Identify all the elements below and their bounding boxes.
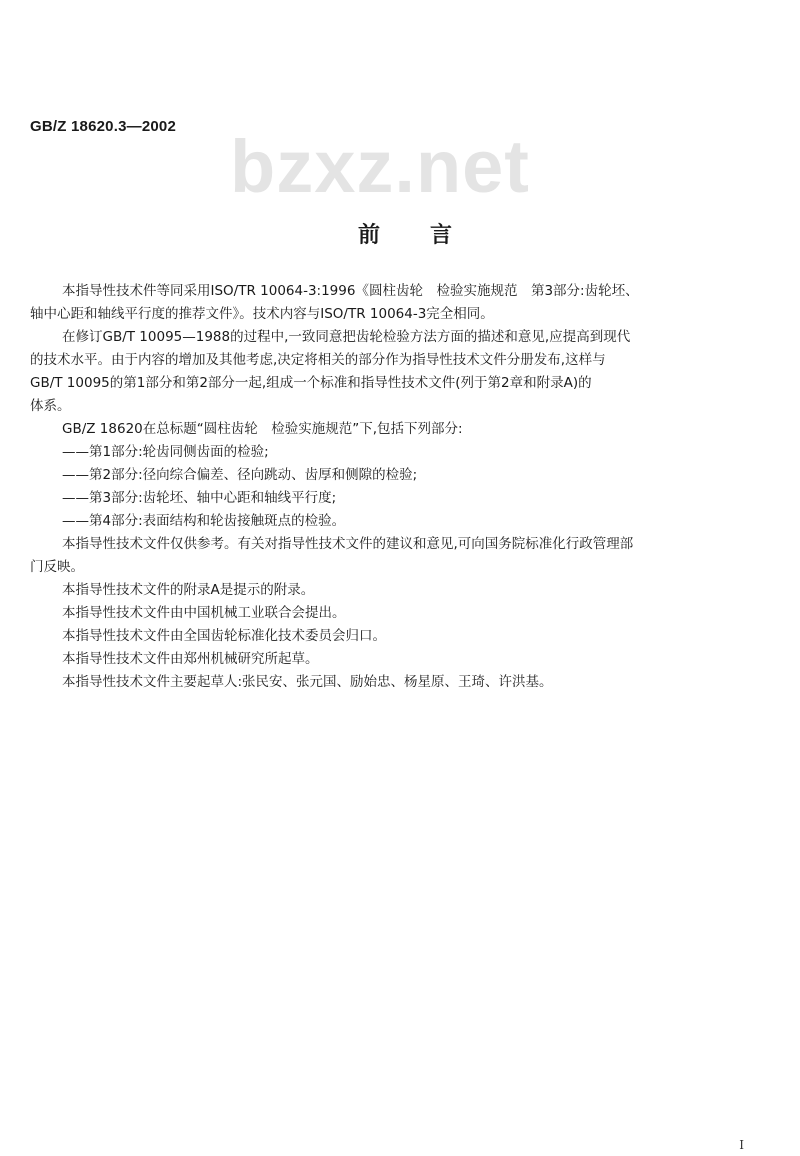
page-title: 前言 xyxy=(357,223,502,248)
paragraph-line: 本指导性技术文件主要起草人:张民安、张元国、励始忠、杨星原、王琦、许洪基。 xyxy=(62,674,553,690)
paragraph-line: GB/T 10095的第1部分和第2部分一起,组成一个标准和指导性技术文件(列于第2章和附录A)的 xyxy=(30,375,592,391)
paragraph-line: 体系。 xyxy=(30,398,71,414)
list-item-part-3 xyxy=(62,487,752,510)
paragraph-parts-intro xyxy=(62,418,752,441)
paragraph-line: 本指导性技术文件的附录A是提示的附录。 xyxy=(62,582,315,598)
page-number: I xyxy=(739,1138,744,1152)
paragraph-adoption xyxy=(30,280,752,326)
paragraph-committee xyxy=(62,625,752,648)
list-item: ——第4部分:表面结构和轮齿接触斑点的检验。 xyxy=(62,513,346,529)
paragraph-line: 本指导性技术文件由郑州机械研究所起草。 xyxy=(62,651,319,667)
paragraph-reference-only xyxy=(30,533,752,579)
paragraph-line: 轴中心距和轴线平行度的推荐文件》。技术内容与ISO/TR 10064-3完全相同。 xyxy=(30,306,494,322)
paragraph-line: 本指导性技术件等同采用ISO/TR 10064-3:1996《圆柱齿轮 检验实施规范 第3部分:齿轮坯、 xyxy=(62,283,639,299)
list-item: ——第2部分:径向综合偏差、径向跳动、齿厚和侧隙的检验; xyxy=(62,467,418,483)
list-item-part-2 xyxy=(62,464,752,487)
watermark: bzxz.net xyxy=(230,125,530,208)
paragraph-line: 在修订GB/T 10095—1988的过程中,一致同意把齿轮检验方法方面的描述和意见,应提高到现代 xyxy=(62,329,631,345)
paragraph-line: 本指导性技术文件由中国机械工业联合会提出。 xyxy=(62,605,346,621)
paragraph-line: 本指导性技术文件仅供参考。有关对指导性技术文件的建议和意见,可向国务院标准化行政管理部 xyxy=(62,536,634,552)
list-item-part-4 xyxy=(62,510,752,533)
paragraph-line: 本指导性技术文件由全国齿轮标准化技术委员会归口。 xyxy=(62,628,386,644)
paragraph-annex xyxy=(62,579,752,602)
paragraph-proposer xyxy=(62,602,752,625)
foreword-body xyxy=(30,280,752,694)
standard-code: GB/Z 18620.3—2002 xyxy=(30,118,176,135)
paragraph-line: 的技术水平。由于内容的增加及其他考虑,决定将相关的部分作为指导性技术文件分册发布,这样与 xyxy=(30,352,606,368)
list-item: ——第1部分:轮齿同侧齿面的检验; xyxy=(62,444,269,460)
paragraph-revision xyxy=(30,326,752,418)
paragraph-line: 门反映。 xyxy=(30,559,84,575)
paragraph-line: GB/Z 18620在总标题“圆柱齿轮 检验实施规范”下,包括下列部分: xyxy=(62,421,463,437)
paragraph-drafting-org xyxy=(62,648,752,671)
list-item: ——第3部分:齿轮坯、轴中心距和轴线平行度; xyxy=(62,490,337,506)
list-item-part-1 xyxy=(62,441,752,464)
paragraph-drafters xyxy=(62,671,752,694)
